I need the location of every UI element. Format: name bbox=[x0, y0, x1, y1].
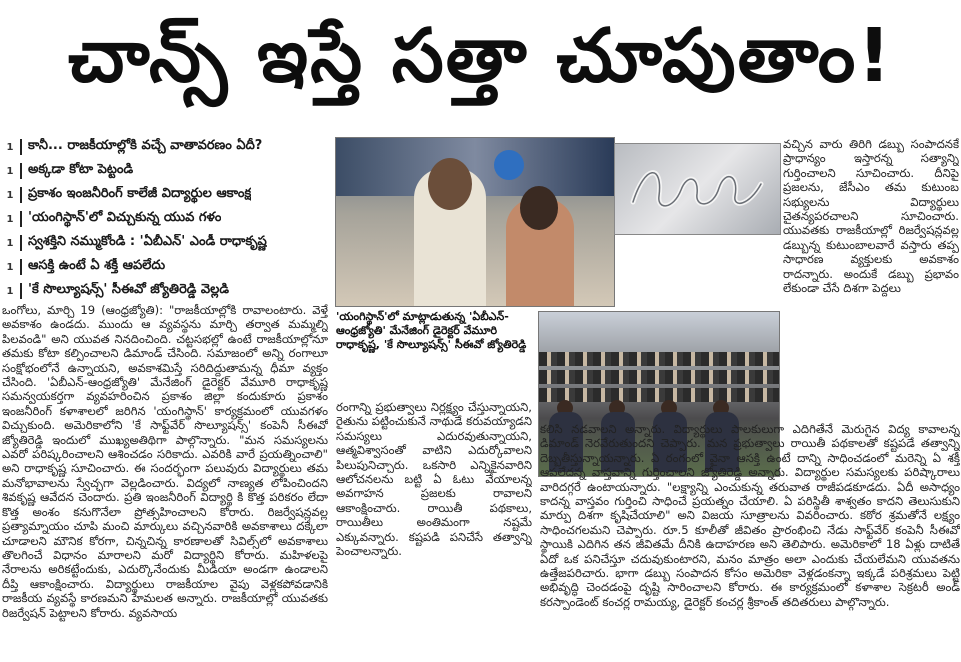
event-photo-speakers bbox=[335, 137, 615, 307]
article-column-left bbox=[2, 303, 328, 660]
article-column-right bbox=[783, 137, 959, 420]
subhead-text: అక్కడా కోటా పెట్టండి bbox=[28, 162, 134, 177]
signature-logo-icon bbox=[615, 144, 780, 234]
subhead-item bbox=[2, 161, 322, 181]
subhead-divider bbox=[20, 187, 22, 203]
subhead-list bbox=[2, 137, 322, 305]
subhead-number: 1 bbox=[6, 213, 14, 225]
subhead-divider bbox=[20, 259, 22, 275]
subhead-item bbox=[2, 233, 322, 253]
guest-head bbox=[520, 186, 558, 230]
subhead-number: 1 bbox=[6, 189, 14, 201]
subhead-number: 1 bbox=[6, 165, 14, 177]
subhead-divider bbox=[20, 211, 22, 227]
subhead-item bbox=[2, 281, 322, 301]
subhead-text: స్వశక్తిని నమ్ముకోండి : 'ఏబీఎన్' ఎండీ రాధాకృష్ణ bbox=[28, 234, 267, 249]
article-column-bottom-right bbox=[540, 422, 960, 662]
article-paragraph: కలిసి నడవాలని అన్నారు. విద్యార్థులు పాలకులుగా ఎదిగితేనే మెరుగైన విద్య కావాలన్న డిమాండ్ నెరవేరుతుందని చెప్పారు. మన ప్రభుత్వాలు రాయితీ పథకాలతో కష్టపడే తత్వాన్ని దెబ్బతీస్తున్నాయన్నారు. ఏ రంగంలో వైనా ఆసక్తి ఉంటే దాన్ని సాధించడంలో మరెన్ని ఏ శక్తీ ఆపలేదన్న వాస్తవాన్ని గుర్తించాలని జ్యోతిరెడ్డి అన్నారు. విద్యార్థుల సమస్యలకు పరిష్కారాలు వారిదగ్గరే ఉంటాయన్నారు. "లక్ష్యాన్ని ఎంచుకున్న తరువాత రాజీపడకూడదు. ఏదీ అసాధ్యం కాదన్న వాస్తవం గుర్తించి సాధించే ప్రయత్నం చేయాలి. ఏ పరిస్థితీ శాశ్వతం కాదని తెలుసుకుని మార్పు దిశగా కృషిచేయాలి" అని విజయ సూత్రాలను వివరించారు. కఠోర శ్రమతోనే లక్ష్యం సాధించగలమని చెప్పారు. రూ.5 కూలీతో జీవితం ప్రారంభించి నేడు సాఫ్ట్‌వేర్ కంపెనీ సీఈవో స్థాయికి ఎదిగిన తన జీవితమే దీనికి ఉదాహరణ అని తెలిపారు. అమెరికాలో 18 ఏళ్లు దాటితే ఏదో ఒక పనిచేస్తూ చదువుకుంటారని, మనం మాత్రం అలా ఎందుకు చేయలేమని యువతను ఉత్తేజపరిచారు. భాగా డబ్బు సంపాదన కోసం అమెరికా వెళ్లడంకన్నా ఇక్కడే పరిశ్రమలు పెట్టి అభివృద్ధి చెందడంపై దృష్టి సారించాలని కోరారు. ఈ కార్యక్రమంలో కళాశాల సెక్రటరీ అండ్ కరస్పాండెంట్ కంచర్ల రామయ్య, డైరెక్టర్ కంచర్ల శ్రీకాంత్ తదితరులు పాల్గొన్నారు. bbox=[540, 422, 960, 609]
headline: చాన్స్ ఇస్తే సత్తా చూపుతాం! bbox=[68, 13, 893, 99]
subhead-divider bbox=[20, 235, 22, 251]
balloon bbox=[494, 150, 524, 180]
subhead-number: 1 bbox=[6, 285, 14, 297]
article-paragraph: ఒంగోలు, మార్చి 19 (ఆంధ్రజ్యోతి): "రాజకీయాల్లోకి రావాలంటారు. వెళ్తే అవకాశం ఉండదు. ముందు ఆ వ్యవస్థను మార్చి తర్వాత మమ్మల్ని పిలవండి" అని యువత నినదించింది. చట్టసభల్లో ఉంటే రాజకీయాల్లోనూ తమకు కోటా కల్పించాలని డిమాండ్ చేసింది. సమాజంలో అన్ని రంగాలూ సంక్షోభంలోనే ఉన్నాయని, అవకాశమిస్తే సరిదిద్దుతామన్న ధీమా వ్యక్తం చేసింది. 'ఏబీఎన్-ఆంధ్రజ్యోతి' మేనేజింగ్ డైరెక్టర్ వేమూరి రాధాకృష్ణ సమన్వయకర్తగా వ్యవహరించిన ప్రకాశం జిల్లా కందుకూరు ప్రకాశం ఇంజనీరింగ్ కళాశాలలో జరిగిన 'యంగిస్థాన్' కార్యక్రమంలో యువగళం విచ్చుకుంది. అమెరికాలోని 'కే సాఫ్ట్‌వేర్ సొల్యూషన్స్' కంపెనీ సీఈవో జ్యోతిరెడ్డి ఇందులో ముఖ్యఅతిథిగా పాల్గొన్నారు. "మన సమస్యలను ఎవరో పరిష్కరించాలని ఆశించడం సరికాదు. ఎవరికి వారే ప్రయత్నించాలి" అని రాధాకృష్ణ సూచించారు. ఈ సందర్భంగా పలువురు విద్యార్థులు తమ మనోభావాలను స్వేచ్ఛగా వెల్లడించారు. విద్యలో నాణ్యత లోపించిందని శివకృష్ణ ఆవేదన చెందారు. ప్రతి ఇంజనీరింగ్ విద్యార్థి కి కొత్త పరికరం లేదా కొత్త అంశం కనుగొనేలా ప్రోత్సహించాలని కోరారు. రిజర్వేషన్లవల్ల ప్రత్యామ్నాయం చూపి మంచి మార్కులు వచ్చినవారికి అవకాశాలు దక్కేలా చూడాలని మౌనిక కోరగా, చిన్నచిన్న కారణాలతో సివిల్స్‌లో అవకాశాలు తొలగించే విధానం మారాలని మరో విద్యార్థిని కోరారు. మహిళలపై నేరాలను అరికట్టేందుకు, ఎదుర్కొనేందుకు మీడియా అండగా ఉండాలని దీప్తి ఆకాంక్షించారు. విద్యార్థులు రాజకీయాల వైపు వెళ్లకపోవడానికి రాజకీయ వ్యవస్థే కారణమని హేమలత అన్నారు. రాజకీయాల్లో యువతకు రిజర్వేషన్ పెట్టాలని కోరారు. వ్యవసాయ bbox=[2, 303, 328, 620]
subhead-number: 1 bbox=[6, 261, 14, 273]
article-paragraph: రంగాన్ని ప్రభుత్వాలు నిర్లక్ష్యం చేస్తున్నాయని, రైతును పట్టించుకునే నాథుడే కరువయ్యాడని సమస్యలు ఎదురవుతున్నాయని, ఆత్మవిశ్వాసంతో వాటిని ఎదుర్కోవాలని పిలుపునిచ్చారు. ఒకసారి ఎన్నికైనవారిని ఆలోచనలను బట్టి ఏ ఓటు వేయాలన్న అవగాహన ప్రజలకు రావాలని ఆకాంక్షించారు. రాయితీ పథకాలు, రాయితీలు అంతిమంగా నష్టమే ఎక్కువన్నారు. కష్టపడి పనిచేసే తత్వాన్ని పెంచాలన్నారు. bbox=[336, 400, 532, 559]
subhead-number: 1 bbox=[6, 141, 14, 153]
photo-caption: 'యంగిస్థాన్'లో మాట్లాడుతున్న 'ఏబీఎన్-ఆంధ్రజ్యోతి' మేనేజింగ్ డైరెక్టర్ వేమూరి రాధాకృష్ణ, 'కే సొల్యూషన్స్' సీఈవో జ్యోతిరెడ్డి bbox=[336, 310, 527, 351]
youngistan-logo-photo bbox=[614, 143, 781, 235]
article-column-middle bbox=[336, 400, 532, 662]
audience-row bbox=[539, 370, 779, 384]
subhead-divider bbox=[20, 163, 22, 179]
subhead-item bbox=[2, 185, 322, 205]
subhead-text: కానీ... రాజకీయాల్లోకి వచ్చే వాతావరణం ఏదీ? bbox=[28, 138, 263, 153]
subhead-item bbox=[2, 257, 322, 277]
audience-row bbox=[539, 352, 779, 366]
audience-row bbox=[539, 388, 779, 402]
article-paragraph: వచ్చిన వారు తిరిగి డబ్బు సంపాదనకే ప్రాధాన్యం ఇస్తారన్న సత్యాన్ని గుర్తించాలని సూచించారు. దీనిపై ప్రజలను, జేసీఎం తమ కుటుంబ సభ్యులను విద్యార్థులు చైతన్యపరచాలని సూచించారు. యువతకు రాజకీయాల్లో రిజర్వేషన్లవల్ల డబ్బున్న కుటుంబాలవారే వస్తారు తప్ప సాధారణ వ్యక్తులకు అవకాశం రాదన్నారు. అందుకే డబ్బు ప్రభావం లేకుండా చేసే దిశగా పెద్దలు bbox=[783, 137, 959, 296]
subhead-text: ఆసక్తి ఉంటే ఏ శక్తీ ఆపలేదు bbox=[28, 258, 166, 273]
subhead-text: 'యంగిస్థాన్'లో విచ్చుకున్న యువ గళం bbox=[28, 210, 222, 225]
subhead-text: ప్రకాశం ఇంజనీరింగ్ కాలేజీ విద్యార్థుల ఆకాంక్ష bbox=[28, 186, 252, 201]
speaker-head bbox=[428, 158, 472, 210]
subhead-number: 1 bbox=[6, 237, 14, 249]
subhead-item bbox=[2, 209, 322, 229]
subhead-divider bbox=[20, 283, 22, 299]
subhead-item bbox=[2, 137, 322, 157]
subhead-divider bbox=[20, 139, 22, 155]
subhead-text: 'కే సొల్యూషన్స్' సీఈవో జ్యోతిరెడ్డి వెల్లడి bbox=[28, 282, 230, 297]
